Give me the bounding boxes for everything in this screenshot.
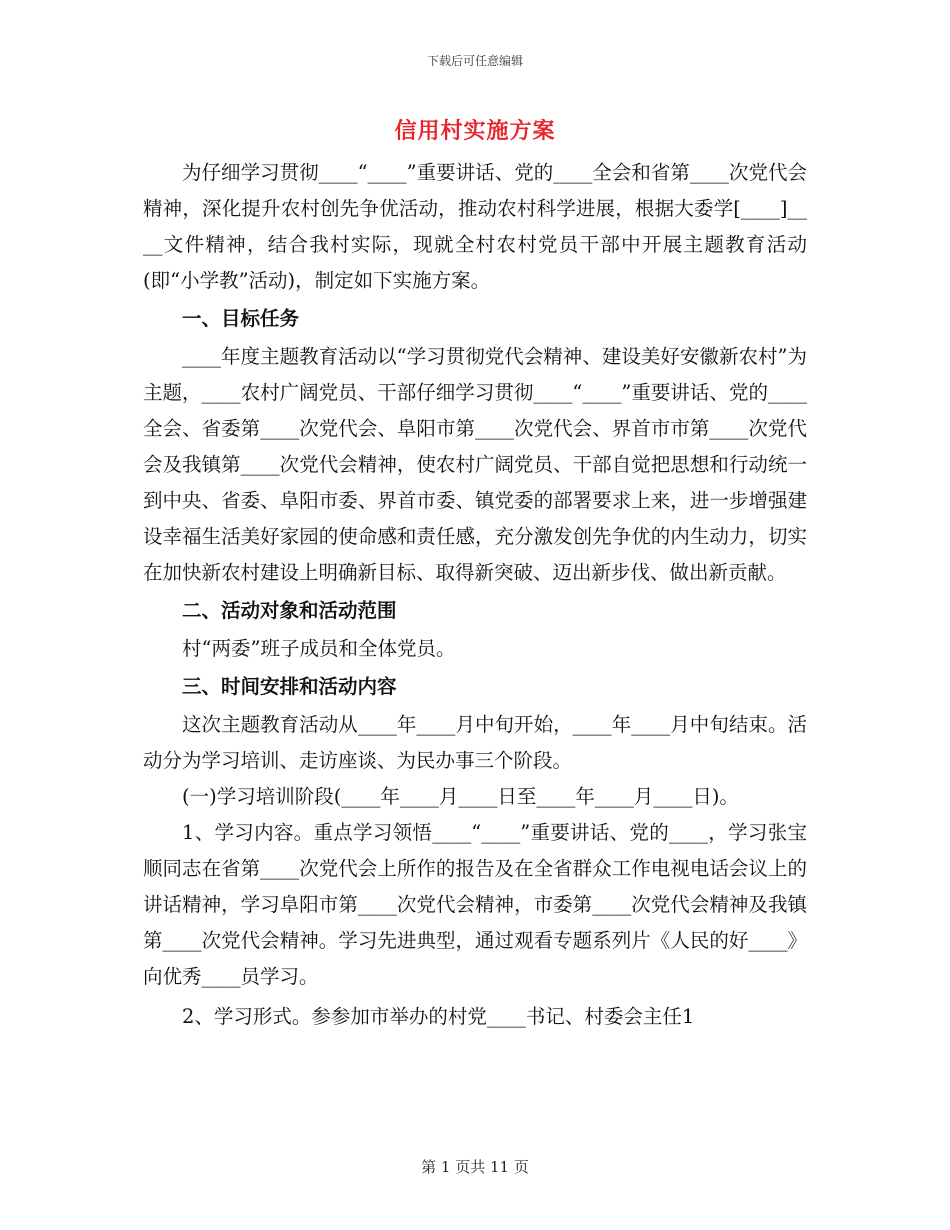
section-heading-targets: 二、活动对象和活动范围 [182, 599, 397, 622]
section-heading-schedule: 三、时间安排和活动内容 [182, 675, 397, 698]
goals-paragraph: ____年度主题教育活动以“学习贯彻党代会精神、建设美好安徽新农村”为主题，____农村广阔党员、干部仔细学习贯彻____“____”重要讲话、党的____全会、省委第____次党代会、阜阳市第____次党代会、界首市市第____次党代会及我镇第____次党代会精神，使农村广阔党员、干部自觉把思想和行动统一到中央、省委、阜阳市委、界首市委、镇党委的部署要求上来，进一步增强建设幸福生活美好家园的使命感和责任感，充分激发创先争优的内生动力，切实在加快新农村建设上明确新目标、取得新突破、迈出新步伐、做出新贡献。 [143, 345, 807, 584]
targets-paragraph: 村“两委”班子成员和全体党员。 [182, 637, 456, 660]
schedule-paragraph: 这次主题教育活动从____年____月中旬开始，____年____月中旬结束。活动分为学习培训、走访座谈、为民办事三个阶段。 [143, 713, 807, 772]
study-form-paragraph: 2、学习形式。参参加市举办的村党____书记、村委会主任1 [182, 1005, 695, 1028]
study-content-paragraph: 1、学习内容。重点学习领悟____“____”重要讲话、党的____，学习张宝顺同志在省第____次党代会上所作的报告及在全省群众工作电视电话会议上的讲话精神，学习阜阳市第____次党代会精神，市委第____次党代会精神及我镇第____次党代会精神。学习先进典型，通过观看专题系列片《人民的好____》向优秀____员学习。 [143, 821, 807, 988]
section-heading-goals: 一、目标任务 [182, 307, 300, 330]
document-title: 信用村实施方案 [394, 118, 556, 144]
page-number: 第 1 页共 11 页 [421, 1158, 529, 1176]
phase-one-paragraph: (一)学习培训阶段(____年____月____日至____年____月____日)。 [182, 785, 739, 808]
intro-paragraph: 为仔细学习贯彻____“____”重要讲话、党的____全会和省第____次党代会精神，深化提升农村创先争优活动，推动农村科学进展，根据大委学[____]____文件精神，结合我村实际，现就全村农村党员干部中开展主题教育活动(即“小学教”活动)，制定如下实施方案。 [143, 161, 807, 292]
page-header-note: 下载后可任意编辑 [426, 54, 523, 68]
document-body [143, 155, 807, 1035]
